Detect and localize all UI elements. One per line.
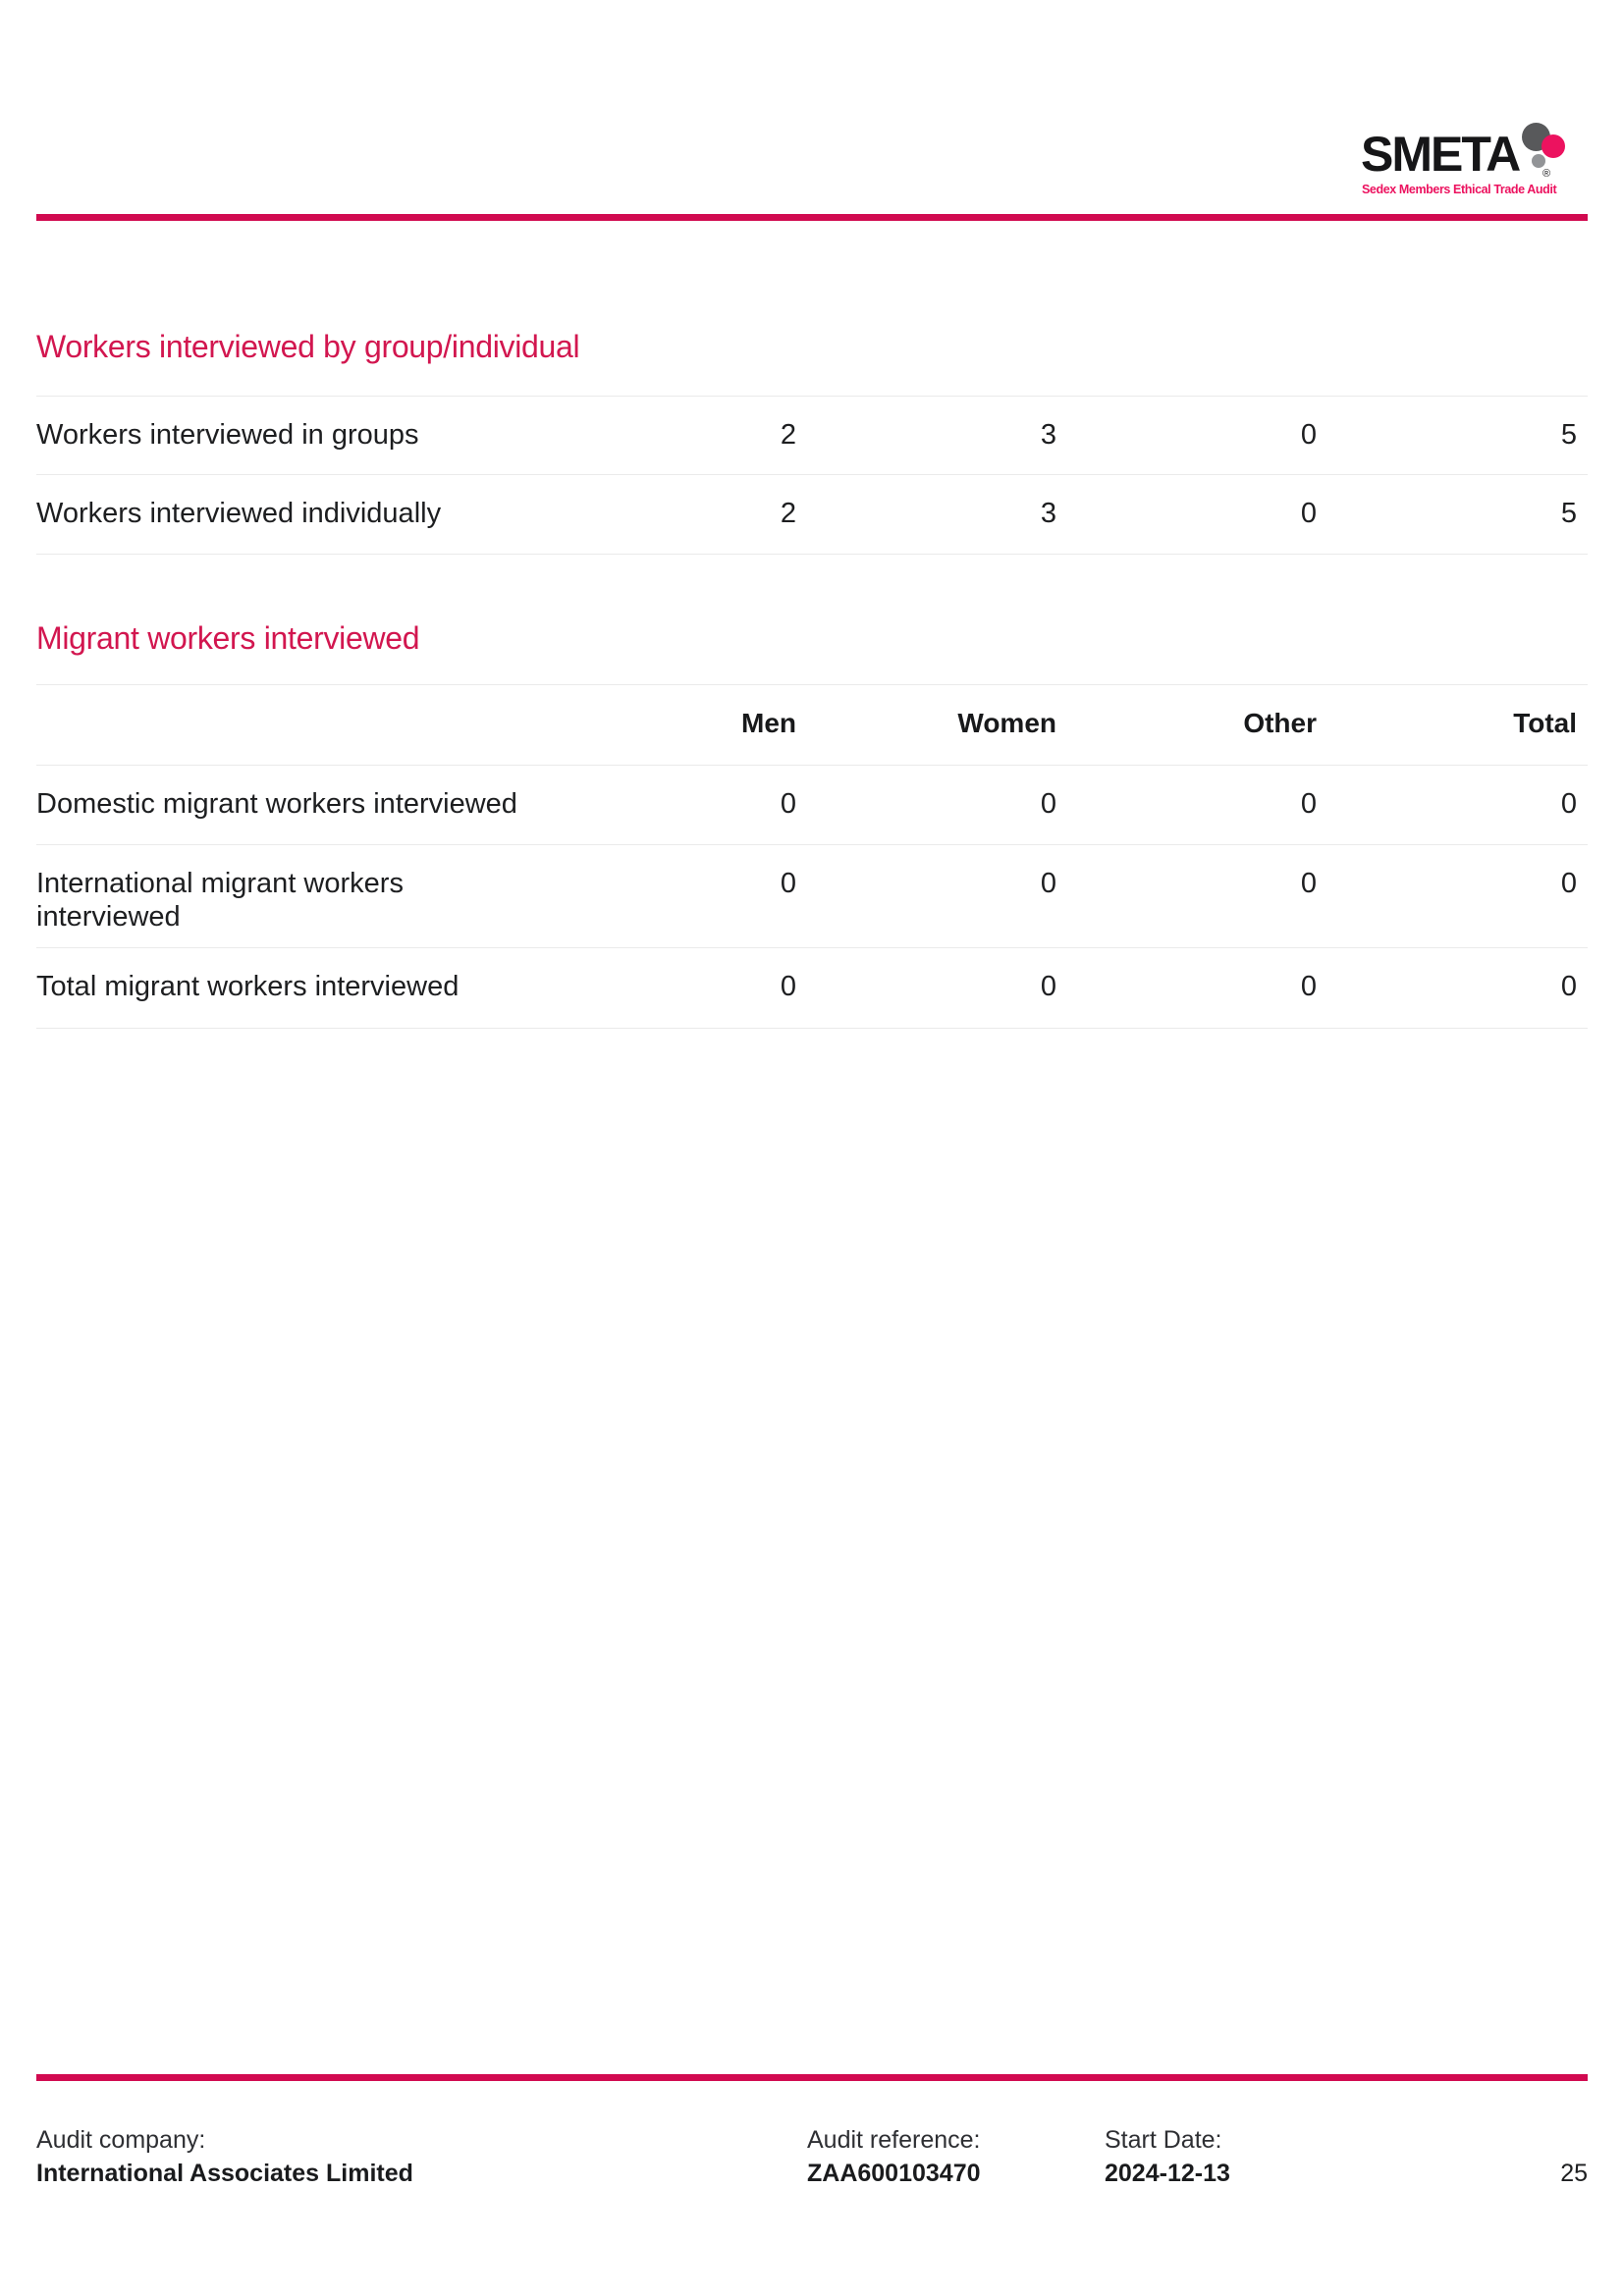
cell-value: 3	[1040, 498, 1056, 529]
row-label: Workers interviewed individually	[36, 498, 442, 529]
footer-value: International Associates Limited	[36, 2160, 413, 2187]
column-header-total: Total	[1513, 708, 1577, 738]
footer-label: Audit company:	[36, 2126, 206, 2154]
cell-value: 0	[1040, 971, 1056, 1002]
cell-value: 0	[780, 788, 796, 820]
cell-value: 0	[1300, 419, 1317, 451]
smeta-logo	[1357, 116, 1573, 204]
cell-value: 0	[1560, 971, 1577, 1002]
table-row	[36, 947, 1588, 1028]
cell-value: 0	[1040, 868, 1056, 899]
footer-audit-reference	[807, 2127, 981, 2187]
registered-trademark-icon: ®	[1542, 168, 1551, 180]
page-number: 25	[1560, 2160, 1588, 2187]
footer-audit-company	[36, 2127, 413, 2187]
footer-label: Audit reference:	[807, 2126, 981, 2154]
cell-value: 5	[1560, 498, 1577, 529]
cell-value: 0	[1300, 788, 1317, 820]
footer-value: 2024-12-13	[1105, 2160, 1230, 2187]
logo-tagline: Sedex Members Ethical Trade Audit	[1362, 183, 1557, 196]
cell-value: 0	[1300, 971, 1317, 1002]
table-row	[36, 474, 1588, 554]
cell-value: 0	[1300, 498, 1317, 529]
cell-value: 0	[1560, 868, 1577, 899]
logo-circle-pink-icon	[1542, 134, 1565, 158]
cell-value: 0	[780, 971, 796, 1002]
row-label: Workers interviewed in groups	[36, 419, 419, 451]
footer-value: ZAA600103470	[807, 2160, 981, 2187]
cell-value: 2	[780, 498, 796, 529]
cell-value: 0	[1300, 868, 1317, 899]
cell-value: 0	[780, 868, 796, 899]
row-label: Domestic migrant workers interviewed	[36, 788, 517, 820]
table-row	[36, 765, 1588, 844]
section-title-migrant-workers: Migrant workers interviewed	[36, 620, 420, 656]
column-header-women: Women	[957, 708, 1056, 738]
column-header-other: Other	[1243, 708, 1317, 738]
logo-circle-small-icon	[1532, 154, 1545, 168]
row-label: Total migrant workers interviewed	[36, 971, 460, 1002]
column-header-men: Men	[741, 708, 796, 738]
table-row	[36, 396, 1588, 474]
smeta-wordmark: SMETA	[1361, 127, 1520, 182]
row-label: International migrant workers interviewed	[36, 868, 404, 933]
footer-start-date	[1105, 2127, 1230, 2187]
migrant-workers-table	[36, 684, 1588, 1029]
section-title-workers-interviewed: Workers interviewed by group/individual	[36, 329, 580, 364]
footer-label: Start Date:	[1105, 2126, 1222, 2154]
page-footer	[36, 2127, 1588, 2196]
table-header-row	[36, 684, 1588, 765]
header-divider-rule	[36, 214, 1588, 221]
cell-value: 2	[780, 419, 796, 451]
footer-divider-rule	[36, 2074, 1588, 2081]
table-row	[36, 844, 1588, 947]
cell-value: 5	[1560, 419, 1577, 451]
cell-value: 0	[1560, 788, 1577, 820]
cell-value: 0	[1040, 788, 1056, 820]
workers-interviewed-table	[36, 396, 1588, 555]
cell-value: 3	[1040, 419, 1056, 451]
